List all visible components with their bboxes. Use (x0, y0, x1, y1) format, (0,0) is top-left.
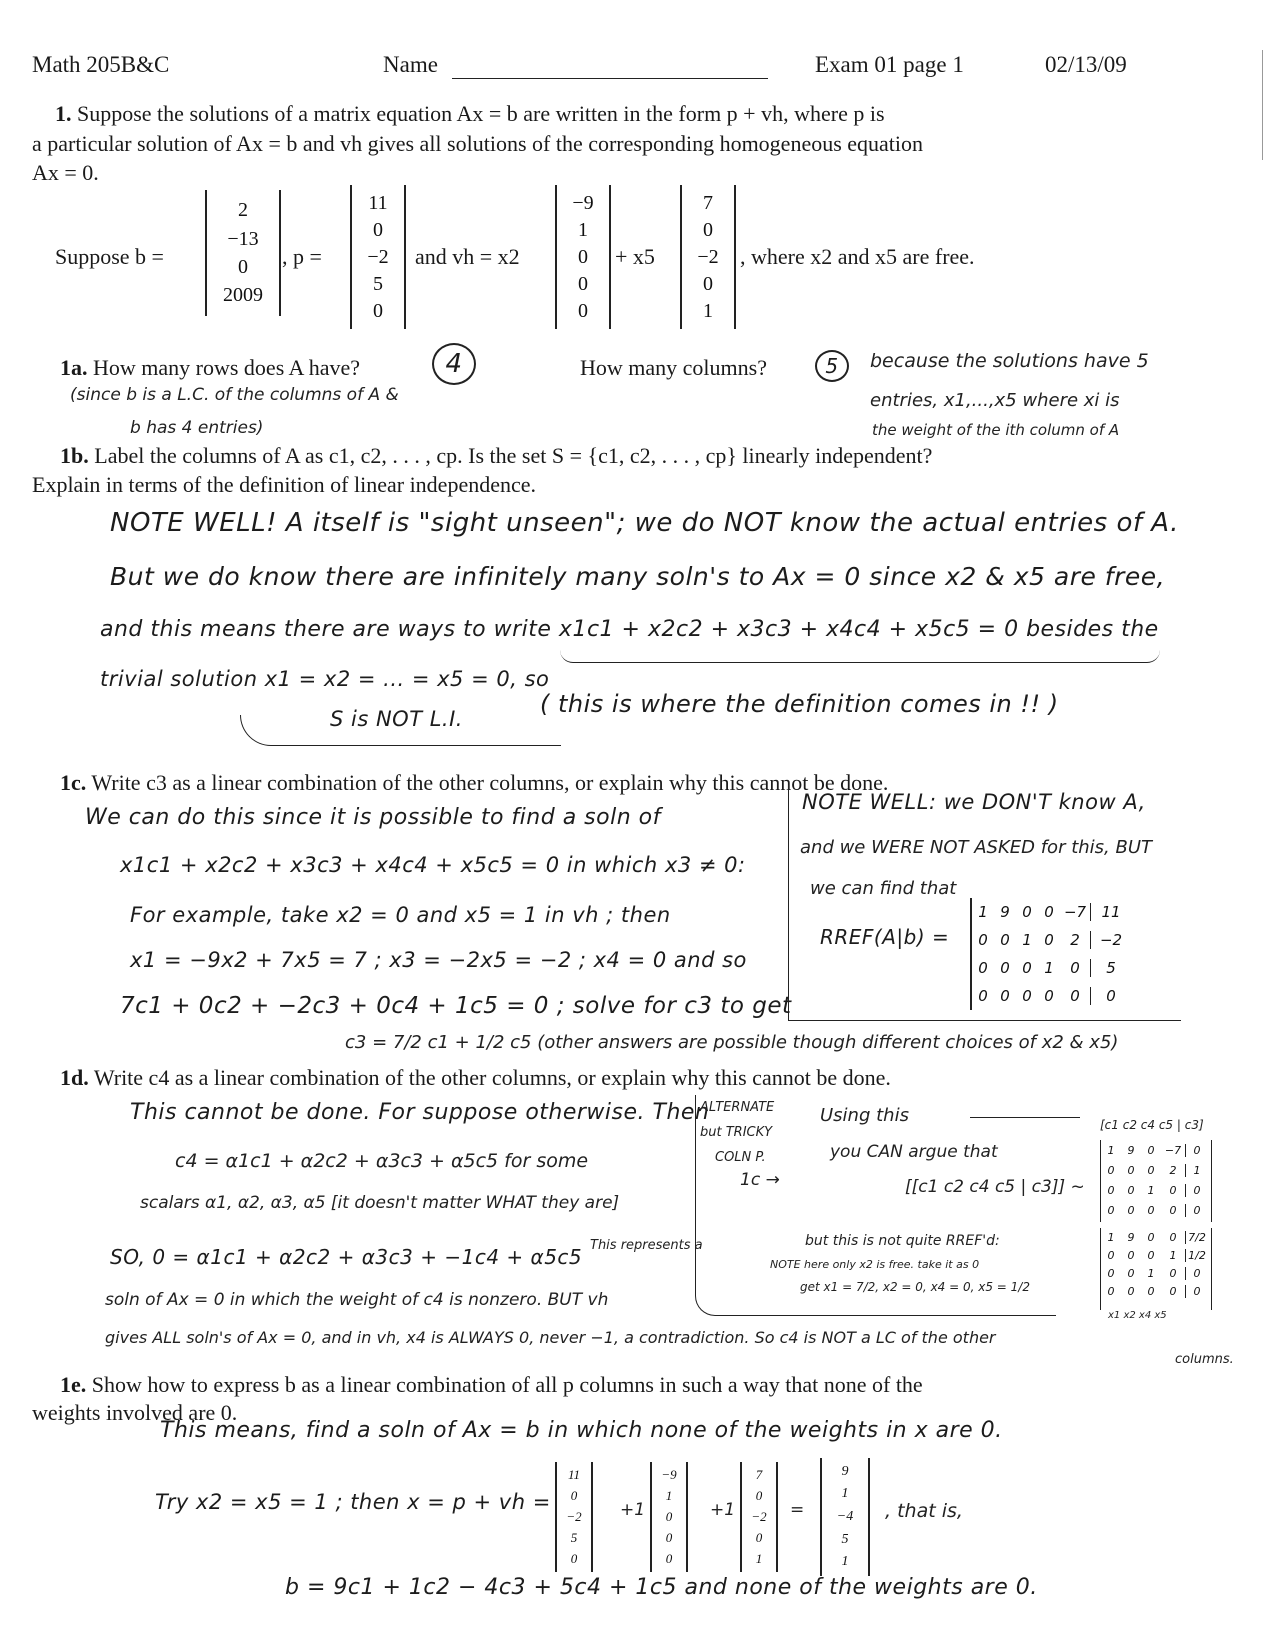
v2-entry: −9 (572, 192, 594, 215)
rref-cell: 1 (1022, 931, 1032, 949)
q1b-line1 (60, 443, 1260, 469)
e-p-entry: −2 (566, 1508, 582, 1524)
q1e-hand1: This means, find a soln of Ax = b in which none of the weights in x are 0. (160, 1418, 1003, 1443)
e-v2-entry: 0 (665, 1550, 673, 1566)
alt-a-cell: 0 (1147, 1163, 1155, 1177)
e-vector-v2 (650, 1462, 688, 1572)
q1c-text: Write c3 as a linear combination of the other columns, or explain why this cannot be done. (91, 770, 889, 795)
rref-cell: −7 (1060, 903, 1091, 921)
q1-number: 1. (55, 101, 72, 126)
alt-b-cell: 1 (1161, 1249, 1186, 1262)
rref-cell: 0 (1060, 987, 1091, 1005)
q1e-line1 (60, 1372, 1260, 1398)
q1b-hand2: But we do know there are infinitely many soln's to Ax = 0 since x2 & x5 are free, (110, 562, 1166, 591)
e-v5-entry: 0 (755, 1529, 763, 1545)
alt-b-cell: 0 (1147, 1230, 1155, 1244)
vh-label: and vh = x2 (415, 244, 520, 269)
q1a-cols-question: How many columns? (580, 355, 767, 380)
q1a-hand-right1: because the solutions have 5 (870, 350, 1149, 372)
b-entry: 2 (238, 199, 248, 222)
q1d-line (60, 1065, 1260, 1091)
alt-b-cell: 1 (1147, 1266, 1155, 1280)
alt-a-cell: 0 (1107, 1163, 1115, 1177)
rref-cell: 0 (1044, 931, 1054, 949)
q1d-hand3: scalars α1, α2, α3, α5 [it doesn't matter WHAT they are] (140, 1193, 620, 1213)
q1d-text: Write c4 as a linear combination of the other columns, or explain why this cannot be done. (93, 1065, 891, 1090)
e-vector-p (555, 1462, 593, 1572)
cols-answer: 5 (815, 350, 849, 382)
q1-text1: Suppose the solutions of a matrix equation Ax = b are written in the form p + vh, where p is (77, 101, 885, 126)
q1d-label: 1d. (60, 1065, 89, 1090)
suppose-b-label: Suppose b = (55, 244, 164, 269)
p-entry: 0 (373, 299, 383, 322)
e-v2-entry: 0 (665, 1508, 673, 1524)
e-x-entry: 1 (841, 1486, 849, 1502)
q1e-line2: weights involved are 0. (32, 1400, 238, 1425)
rows-answer: 4 (432, 343, 476, 385)
v5-entry: −2 (697, 245, 719, 268)
e-v5-entry: 1 (755, 1550, 763, 1566)
alt-b-cell: 0 (1193, 1284, 1201, 1298)
alt-a-cell: 0 (1147, 1203, 1155, 1217)
rref-cell: 0 (1000, 987, 1010, 1005)
q1a-hand-right2: entries, x1,...,x5 where xi is (870, 390, 1120, 411)
alt-matrix-b (1100, 1228, 1212, 1310)
rref-cell: 0 (1022, 959, 1032, 977)
q1d-hand2: c4 = α1c1 + α2c2 + α3c3 + α5c5 for some (175, 1150, 589, 1172)
q1a-row (60, 355, 360, 381)
e-p-entry: 5 (570, 1529, 578, 1545)
e-vector-v5 (740, 1462, 778, 1572)
alt-a-cell: 0 (1193, 1203, 1201, 1217)
alt-a-cell: 1 (1107, 1143, 1115, 1157)
q1b-line2: Explain in terms of the definition of linear independence. (32, 472, 537, 497)
vector-v5 (680, 185, 736, 329)
p-label: , p = (282, 244, 322, 269)
alt-b-cell: 0 (1127, 1266, 1135, 1280)
e-x-entry: −4 (836, 1508, 854, 1524)
rref-cell: 0 (978, 987, 988, 1005)
q1a-hand-left1: (since b is a L.C. of the columns of A & (70, 385, 399, 405)
alt-a-row (1101, 1140, 1211, 1160)
e-v2-entry: 1 (665, 1488, 673, 1504)
alt-b-row (1101, 1228, 1211, 1246)
alt-a-row (1101, 1180, 1211, 1200)
alt-b-cell: 0 (1127, 1284, 1135, 1298)
alt-a-cell: 0 (1193, 1183, 1201, 1197)
alt-b-cell: 9 (1127, 1230, 1135, 1244)
alt-label1: ALTERNATE (700, 1100, 775, 1115)
q1e-label: 1e. (60, 1372, 87, 1397)
e-v5-entry: 7 (755, 1467, 763, 1483)
q1c-hand4: x1 = −9x2 + 7x5 = 7 ; x3 = −2x5 = −2 ; x4 = 0 and so (130, 948, 747, 972)
rref-row (972, 898, 1162, 926)
q1c-label: 1c. (60, 770, 87, 795)
e-v5-entry: 0 (755, 1488, 763, 1504)
alt-b-cell: 7/2 (1188, 1230, 1206, 1244)
exam-date: 02/13/09 (1045, 52, 1127, 77)
rref-cell: 0 (1000, 959, 1010, 977)
rref-cell: 0 (1022, 903, 1032, 921)
alt-a-cell: 2 (1161, 1164, 1186, 1177)
alt-a-cell: 9 (1127, 1143, 1135, 1157)
q1d-hand6: gives ALL soln's of Ax = 0, and in vh, x4 is ALWAYS 0, never −1, a contradiction. So c4 is NOT a LC of the other (105, 1328, 996, 1347)
rref-cell: 9 (1000, 903, 1010, 921)
p-entry: −2 (367, 245, 389, 268)
q1-line3: Ax = 0. (32, 160, 99, 185)
alt-matrix-a (1100, 1140, 1212, 1222)
plus-x5: + x5 (615, 244, 655, 269)
v5-entry: 0 (703, 272, 713, 295)
v5-entry: 0 (703, 219, 713, 242)
q1b-hand5: S is NOT L.I. (330, 707, 463, 731)
vector-p (350, 185, 406, 329)
alt-a-cell: 0 (1161, 1184, 1186, 1197)
e-equals: = (790, 1500, 805, 1520)
v2-entry: 1 (578, 219, 588, 242)
q1a-hand-right3: the weight of the ith column of A (872, 421, 1120, 439)
e-p-entry: 0 (570, 1488, 578, 1504)
e-vector-x (820, 1458, 870, 1576)
q1b-arrow-curve (240, 715, 561, 746)
q1c-hand2: x1c1 + x2c2 + x3c3 + x4c4 + x5c5 = 0 in which x3 ≠ 0: (120, 853, 746, 877)
alt-label9: NOTE here only x2 is free. take it as 0 (770, 1258, 980, 1271)
b-entry: −13 (227, 227, 259, 250)
e-v5-entry: −2 (751, 1508, 767, 1524)
page-edge-mark (1262, 50, 1264, 160)
alt-matrix-footer: x1 x2 x4 x5 (1108, 1310, 1167, 1321)
q1d-hand4b: This represents a (590, 1238, 703, 1253)
p-entry: 11 (368, 192, 388, 215)
rref-label: RREF(A|b) = (820, 925, 950, 949)
e-p-entry: 11 (567, 1467, 581, 1483)
rref-cell: 0 (1022, 987, 1032, 1005)
alt-a-cell: 1 (1193, 1163, 1201, 1177)
rref-cell: 5 (1106, 959, 1116, 977)
q1b-label: 1b. (60, 443, 89, 468)
vector-v2 (555, 185, 611, 329)
q1c-hand3: For example, take x2 = 0 and x5 = 1 in vh ; then (130, 903, 671, 927)
alt-label6: you CAN argue that (830, 1142, 998, 1162)
q1d-hand7: columns. (1175, 1352, 1234, 1367)
p-entry: 5 (373, 272, 383, 295)
q1b-text1: Label the columns of A as c1, c2, . . . , cp. Is the set S = {c1, c2, . . . , cp} linearly independent? (94, 443, 933, 468)
q1b-hand3: and this means there are ways to write x1c1 + x2c2 + x3c3 + x4c4 + x5c5 = 0 besides the (100, 617, 1159, 642)
note-box-line1: NOTE WELL: we DON'T know A, (802, 790, 1146, 814)
rref-cell: 0 (1000, 931, 1010, 949)
alt-a-cell: 0 (1161, 1204, 1186, 1217)
vector-b (205, 190, 281, 316)
v2-entry: 0 (578, 272, 588, 295)
rref-row (972, 982, 1162, 1010)
q1a-label: 1a. (60, 355, 88, 380)
alt-a-row (1101, 1200, 1211, 1220)
course-title: Math 205B&C (32, 52, 170, 77)
v5-entry: 7 (703, 192, 713, 215)
rref-cell: 0 (1044, 903, 1054, 921)
q1e-hand2a: Try x2 = x5 = 1 ; then x = p + vh = (155, 1490, 551, 1514)
e-v2-entry: 0 (665, 1529, 673, 1545)
alt-label10: get x1 = 7/2, x2 = 0, x4 = 0, x5 = 1/2 (800, 1280, 1030, 1294)
e-x-entry: 1 (841, 1554, 849, 1570)
q1a-hand-left2: b has 4 entries) (130, 418, 264, 438)
alt-a-cell: 0 (1193, 1143, 1201, 1157)
rref-matrix (970, 898, 1162, 1010)
b-entry: 0 (238, 256, 248, 279)
alt-a-cell: 0 (1107, 1183, 1115, 1197)
alt-a-cell: 0 (1107, 1203, 1115, 1217)
q1c-hand5: 7c1 + 0c2 + −2c3 + 0c4 + 1c5 = 0 ; solve for c3 to get (120, 993, 792, 1019)
alt-a-cell: −7 (1161, 1144, 1186, 1157)
e-v2-entry: −9 (661, 1467, 677, 1483)
rref-cell: −2 (1099, 931, 1123, 949)
rref-cell: 0 (1060, 959, 1091, 977)
alt-b-cell: 1/2 (1188, 1248, 1206, 1262)
rref-cell: 0 (1044, 987, 1054, 1005)
exam-page: Exam 01 page 1 (815, 52, 964, 77)
q1d-hand5: soln of Ax = 0 in which the weight of c4 is nonzero. BUT vh (105, 1290, 609, 1310)
name-line (452, 78, 768, 79)
alt-b-row (1101, 1282, 1211, 1300)
b-entry: 2009 (223, 284, 263, 307)
alt-a-cell: 0 (1127, 1183, 1135, 1197)
v2-entry: 0 (578, 245, 588, 268)
q1b-hand6: ( this is where the definition comes in !! ) (540, 690, 1059, 718)
rref-cell: 1 (978, 903, 988, 921)
rref-row (972, 954, 1162, 982)
alt-label7: [[c1 c2 c4 c5 | c3]] ~ (905, 1177, 1085, 1197)
e-that-is: , that is, (885, 1500, 963, 1522)
alt-b-cell: 1 (1107, 1230, 1115, 1244)
e-plus1a: +1 (620, 1500, 646, 1520)
alt-a-cell: 0 (1127, 1203, 1135, 1217)
rref-row (972, 926, 1162, 954)
alt-a-cell: 1 (1147, 1183, 1155, 1197)
mat-header: [c1 c2 c4 c5 | c3] (1100, 1118, 1204, 1132)
alt-b-cell: 0 (1161, 1231, 1186, 1244)
alt-a-cell: 0 (1147, 1143, 1155, 1157)
alt-b-cell: 0 (1161, 1285, 1186, 1298)
alt-b-cell: 0 (1127, 1248, 1135, 1262)
e-x-entry: 5 (841, 1531, 849, 1547)
rref-cell: 1 (1044, 959, 1054, 977)
q1b-hand4: trivial solution x1 = x2 = ... = x5 = 0, so (100, 667, 550, 691)
alt-a-row (1101, 1160, 1211, 1180)
name-label: Name (383, 52, 438, 77)
alt-b-cell: 0 (1107, 1284, 1115, 1298)
alt-b-cell: 0 (1147, 1248, 1155, 1262)
q1e-text1: Show how to express b as a linear combination of all p columns in such a way that none of the (91, 1372, 923, 1397)
alt-label4: 1c → (740, 1170, 780, 1190)
alt-label5: Using this (820, 1105, 909, 1126)
rref-cell: 0 (978, 931, 988, 949)
p-entry: 0 (373, 219, 383, 242)
e-p-entry: 0 (570, 1550, 578, 1566)
alt-b-cell: 0 (1193, 1266, 1201, 1280)
note-box-line3: we can find that (810, 878, 957, 899)
alt-b-row (1101, 1246, 1211, 1264)
q1b-brace (560, 650, 1160, 663)
e-plus1b: +1 (710, 1500, 736, 1520)
alt-arrow-line (970, 1117, 1080, 1118)
q1-line1 (55, 101, 1245, 127)
e-x-entry: 9 (841, 1463, 849, 1479)
q1c-hand1: We can do this since it is possible to find a soln of (85, 805, 661, 830)
q1e-hand3: b = 9c1 + 1c2 − 4c3 + 5c4 + 1c5 and none of the weights are 0. (285, 1575, 1038, 1600)
alt-b-cell: 0 (1147, 1284, 1155, 1298)
q1-line2: a particular solution of Ax = b and vh gives all solutions of the corresponding homogeneous equation (32, 131, 924, 156)
alt-label2: but TRICKY (700, 1125, 773, 1140)
rref-cell: 0 (1106, 987, 1116, 1005)
alt-b-row (1101, 1264, 1211, 1282)
rref-cell: 2 (1060, 931, 1091, 949)
q1d-hand4: SO, 0 = α1c1 + α2c2 + α3c3 + −1c4 + α5c5 (110, 1245, 583, 1269)
free-text: , where x2 and x5 are free. (740, 244, 975, 269)
alt-label3: COLN P. (715, 1150, 766, 1165)
rref-cell: 0 (978, 959, 988, 977)
q1b-hand1: NOTE WELL! A itself is "sight unseen"; we do NOT know the actual entries of A. (110, 508, 1179, 538)
alt-label8: but this is not quite RREF'd: (805, 1233, 1000, 1249)
q1a-rows-question: How many rows does A have? (93, 355, 361, 380)
q1c-hand6: c3 = 7/2 c1 + 1/2 c5 (other answers are possible though different choices of x2 & x5) (345, 1032, 1119, 1053)
v5-entry: 1 (703, 299, 713, 322)
alt-b-cell: 0 (1107, 1248, 1115, 1262)
alt-b-cell: 0 (1161, 1267, 1186, 1280)
alt-a-cell: 0 (1127, 1163, 1135, 1177)
q1d-hand1: This cannot be done. For suppose otherwise. Then (130, 1100, 710, 1125)
alt-b-cell: 0 (1107, 1266, 1115, 1280)
note-box-line2: and we WERE NOT ASKED for this, BUT (800, 837, 1153, 858)
v2-entry: 0 (578, 299, 588, 322)
rref-cell: 11 (1101, 903, 1121, 921)
